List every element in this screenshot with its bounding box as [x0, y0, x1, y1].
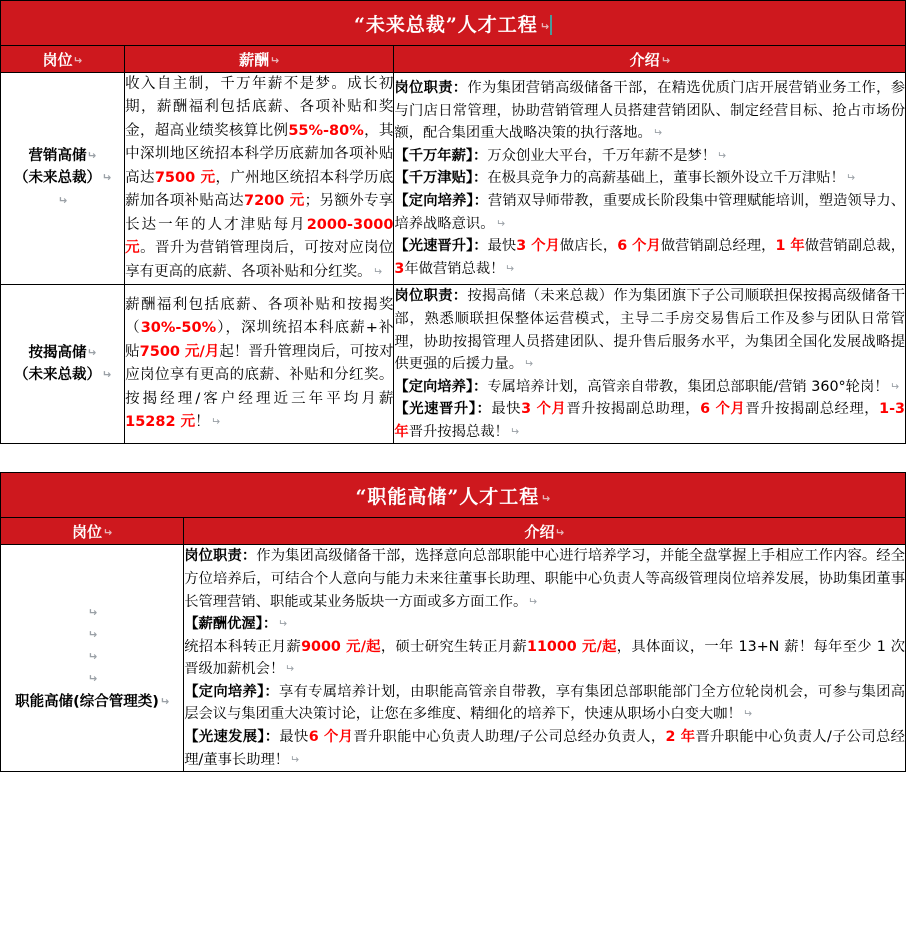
- intro-label-allowance: 【千万津贴】：: [394, 170, 488, 187]
- table1-row0-salary-cell: [125, 73, 394, 285]
- intro-paragraph-pay-detail: [184, 636, 905, 681]
- pilcrow-icon: ↵: [540, 491, 551, 505]
- intro-label-training: 【定向培养】：: [394, 378, 488, 395]
- table1-row1-intro-cell: [394, 285, 906, 444]
- intro-paragraph-promotion: [394, 398, 905, 443]
- table2-banner-title: “职能高储”人才工程: [355, 485, 540, 508]
- pilcrow-icon: ↵: [210, 415, 220, 429]
- pilcrow-icon: ↵: [505, 261, 515, 275]
- intro-label-training: 【定向培养】：: [184, 683, 279, 700]
- salary-text-seg2: ），深圳统招本科底薪+补贴: [125, 320, 394, 360]
- intro-label-annual-salary: 【千万年薪】：: [394, 147, 488, 164]
- pilcrow-icon: ↵: [652, 126, 662, 140]
- pilcrow-icon: ↵: [660, 53, 670, 67]
- table2-row0-blank-returns: [1, 603, 183, 691]
- intro-label-promotion: 【光速晋升】：: [394, 401, 492, 418]
- intro-label-duties: 岗位职责：: [394, 80, 468, 97]
- pilcrow-icon: ↵: [845, 171, 855, 185]
- table1-banner-row: [1, 1, 906, 46]
- table1-col-header-salary-label: 薪酬: [239, 50, 270, 69]
- intro-paragraph-allowance: [394, 167, 905, 190]
- intro-paragraph-duties: [394, 77, 905, 145]
- promo-highlight-3: 1 年: [775, 238, 805, 255]
- intro-paragraph-duties: [394, 285, 905, 375]
- promo-text-a: 最快: [491, 401, 522, 418]
- table1-row1-position-line2-wrap: [1, 364, 124, 386]
- promo-highlight-2: 2 年: [665, 729, 696, 746]
- intro-label-training: 【定向培养】：: [394, 192, 488, 209]
- salary-highlight-sz: 7500 元: [154, 169, 216, 186]
- salary-text-seg3: ，广州地区统招本科学历底薪加各项补贴高达: [125, 169, 394, 210]
- salary-text-seg2: ，其中深圳地区统招本科学历底薪加各项补贴高达: [125, 122, 394, 186]
- future-president-talent-table: [0, 0, 906, 444]
- table1-col-header-intro: [394, 46, 906, 73]
- table1-row1-salary-cell: [125, 285, 394, 444]
- promo-text-d: 晋升按揭总裁！: [408, 423, 509, 440]
- intro-text-training: 营销双导师带教，重要成长阶段集中管理赋能培训，塑造领导力、培养战略意识。: [394, 192, 906, 232]
- promo-text-b: 晋升按揭副总助理，: [566, 401, 701, 418]
- table-row: [1, 73, 906, 285]
- intro-paragraph-annual-salary: [394, 145, 905, 168]
- promo-highlight-1: 6 个月: [308, 729, 354, 746]
- intro-paragraph-duties: [184, 545, 905, 613]
- table1-row0-position-cell: [1, 73, 125, 285]
- table-row: [1, 285, 906, 444]
- intro-paragraph-training: [394, 190, 905, 235]
- salary-highlight-ratio: 30%-50%: [140, 320, 217, 337]
- functional-reserve-talent-table: [0, 472, 906, 772]
- pay-text-c: ，具体面议，一年 13+N 薪！每年至少 1 次晋级加薪机会！: [184, 638, 905, 678]
- pilcrow-icon: ↵: [270, 53, 280, 67]
- promo-text-b: 晋升职能中心负责人助理/子公司总经办负责人，: [353, 729, 666, 746]
- table2-col-header-intro: [184, 518, 906, 545]
- pilcrow-icon: ↵: [73, 53, 83, 67]
- pilcrow-icon: ↵: [87, 628, 98, 642]
- table2-banner-row: [1, 473, 906, 518]
- intro-text-training: 享有专属培养计划，由职能高管亲自带教，享有集团总部职能部门全方位轮岗机会，可参与集团高层会议与集团重大决策讨论，让您在多维度、精细化的培养下，快速从职场小白变大咖！: [184, 683, 905, 723]
- pilcrow-icon: ↵: [528, 594, 538, 608]
- table2-col-header-intro-label: 介绍: [524, 522, 555, 541]
- pilcrow-icon: ↵: [101, 171, 112, 185]
- pilcrow-icon: ↵: [101, 368, 112, 382]
- intro-text-duties: 作为集团营销高级储备干部，在精选优质门店开展营销业务工作，参与门店日常管理，协助营销管理人员搭建营销团队、制定经营目标、抢占市场份额，配合集团重大战略决策的执行落地。: [394, 80, 905, 142]
- pilcrow-icon: ↵: [524, 357, 534, 371]
- promo-text-a: 最快: [487, 238, 517, 255]
- promo-highlight-2: 6 个月: [617, 238, 661, 255]
- pilcrow-icon: ↵: [742, 707, 752, 721]
- pilcrow-icon: ↵: [102, 525, 113, 539]
- table2-banner-cell: [1, 473, 906, 518]
- salary-highlight-avg: 15282 元: [125, 414, 196, 431]
- promo-text-a: 最快: [279, 729, 309, 746]
- intro-text-duties: 按揭高储（未来总裁）作为集团旗下子公司顺联担保按揭高级储备干部，熟悉顺联担保整体运营模式，主导二手房交易售后工作及参与团队日常管理，协助按揭管理人员搭建团队、提升售后服务水平，为集团全国化发展战略提供更强的后援力量。: [394, 288, 905, 373]
- pilcrow-icon: ↵: [495, 216, 505, 230]
- table1-banner-cell: [1, 1, 906, 46]
- table1-col-header-position: [1, 46, 125, 73]
- table1-banner-title: “未来总裁”人才工程: [353, 13, 538, 36]
- pilcrow-icon: ↵: [889, 379, 899, 393]
- table1-row0-position-line2-wrap: [1, 167, 124, 189]
- table1-row0-position-line2: （未来总裁）: [13, 170, 101, 187]
- table2-row0-position-title: 职能高储(综合管理类): [15, 693, 159, 710]
- salary-text-seg1: 收入自主制，千万年薪不是梦。成长初期，薪酬福利包括底薪、各项补贴和奖金，超高业绩奖核算比例: [125, 76, 394, 139]
- promo-text-c: 晋升按揭副总经理，: [745, 401, 880, 418]
- pilcrow-icon: ↵: [717, 148, 727, 162]
- pilcrow-icon: ↵: [159, 694, 170, 708]
- intro-text-annual-salary: 万众创业大平台，千万年薪不是梦！: [487, 147, 717, 164]
- intro-paragraph-promotion: [184, 726, 905, 771]
- pilcrow-icon: ↵: [509, 424, 520, 438]
- pilcrow-icon: ↵: [87, 650, 98, 664]
- salary-text-seg3: 起！晋升管理岗后，可按对应岗位享有更高的底薪、补贴和分红奖。按揭经理/客户经理近三年平均月薪: [125, 343, 394, 407]
- promo-text-c: 晋升职能中心负责人/子公司总经理/董事长助理！: [184, 729, 905, 768]
- pay-text-b: ，硕士研究生转正月薪: [380, 638, 527, 655]
- table-row: [1, 545, 906, 772]
- table2-col-header-position-label: 岗位: [71, 522, 102, 541]
- table2-row0-position-cell: [1, 545, 184, 772]
- pilcrow-icon: ↵: [87, 148, 97, 162]
- intro-label-promotion: 【光速晋升】：: [394, 238, 488, 255]
- table2-row0-position-wrap: [1, 691, 183, 713]
- salary-text-seg4: ！: [195, 414, 210, 431]
- pilcrow-icon: ↵: [285, 662, 295, 676]
- promo-highlight-1: 3 个月: [516, 238, 560, 255]
- salary-text-seg5: 。晋升为营销管理岗后，可按对应岗位享有更高的底薪、各项补贴和分红奖。: [125, 240, 394, 280]
- table1-row0-intro-cell: [394, 73, 906, 285]
- table1-row0-position-line3-wrap: [1, 190, 124, 212]
- promo-text-c: 做营销副总经理，: [660, 238, 776, 255]
- intro-text-duties: 作为集团高级储备干部，选择意向总部职能中心进行培养学习，并能全盘掌握上手相应工作内容。经全方位培养后，可结合个人意向与能力未来往董事长助理、职能中心负责人等高级管理岗位培养发展，协助集团董事长管理营销、职能或某业务版块一方面或多方面工作。: [184, 548, 905, 610]
- intro-label-promotion: 【光速发展】：: [184, 729, 280, 746]
- table1-row1-position-line2: （未来总裁）: [13, 367, 101, 384]
- table1-col-header-salary: [125, 46, 394, 73]
- promo-text-d: 做营销副总裁，: [804, 238, 906, 255]
- intro-paragraph-promotion: [394, 235, 905, 280]
- intro-paragraph-pay-label: [184, 613, 905, 636]
- promo-highlight-2: 6 个月: [700, 401, 746, 418]
- pilcrow-icon: ↵: [555, 525, 565, 539]
- table1-row1-position-line1: 按揭高储: [28, 344, 87, 361]
- promo-highlight-4: 3: [394, 260, 405, 277]
- salary-text-seg1: 薪酬福利包括底薪、各项补贴和按揭奖（: [125, 296, 394, 337]
- salary-highlight-ratio: 55%-80%: [288, 122, 364, 139]
- salary-highlight-base: 7500 元/月: [139, 343, 220, 360]
- intro-label-duties: 岗位职责：: [184, 548, 257, 565]
- pilcrow-icon: ↵: [290, 752, 300, 766]
- promo-text-e: 年做营销总裁！: [404, 260, 505, 277]
- pilcrow-icon: ↵: [87, 606, 98, 620]
- promo-text-b: 做店长，: [559, 238, 618, 255]
- pilcrow-icon: ↵: [58, 193, 68, 207]
- salary-highlight-allowance: 2000-3000 元: [125, 216, 394, 257]
- pay-text-a: 统招本科转正月薪: [184, 638, 302, 655]
- table1-col-header-intro-label: 介绍: [629, 50, 660, 69]
- pay-highlight-bachelor: 9000 元/起: [301, 638, 381, 655]
- table1-row1-position-cell: [1, 285, 125, 444]
- pilcrow-icon: ↵: [87, 345, 97, 359]
- table1-row0-position-line1-wrap: [1, 145, 124, 167]
- intro-paragraph-training: [394, 376, 905, 399]
- intro-text-allowance: 在极具竞争力的高薪基础上，董事长额外设立千万津贴！: [487, 170, 845, 187]
- promo-highlight-3: 1-3 年: [394, 401, 906, 440]
- table1-row1-position-line1-wrap: [1, 342, 124, 364]
- intro-label-pay: 【薪酬优渥】：: [184, 616, 278, 633]
- table2-header-row: [1, 518, 906, 545]
- table2-col-header-position: [1, 518, 184, 545]
- table1-header-row: [1, 46, 906, 73]
- table-gap-spacer: [0, 444, 906, 472]
- pilcrow-icon: ↵: [372, 264, 382, 278]
- salary-highlight-gz: 7200 元: [244, 193, 305, 210]
- table1-row0-position-line1: 营销高储: [28, 147, 87, 164]
- pilcrow-icon: ↵: [87, 671, 98, 685]
- intro-text-training: 专属培养计划，高管亲自带教，集团总部职能/营销 360°轮岗！: [487, 378, 889, 395]
- table2-row0-intro-cell: [184, 545, 906, 772]
- pay-highlight-master: 11000 元/起: [527, 638, 617, 655]
- intro-paragraph-training: [184, 681, 905, 726]
- pilcrow-icon: ↵: [538, 19, 550, 33]
- intro-label-duties: 岗位职责：: [394, 288, 468, 305]
- table1-col-header-position-label: 岗位: [42, 50, 73, 69]
- promo-highlight-1: 3 个月: [521, 401, 567, 418]
- salary-text-seg4: ；另额外专享长达一年的人才津贴每月: [125, 193, 394, 233]
- text-caret: [550, 15, 552, 35]
- pilcrow-icon: ↵: [278, 617, 288, 631]
